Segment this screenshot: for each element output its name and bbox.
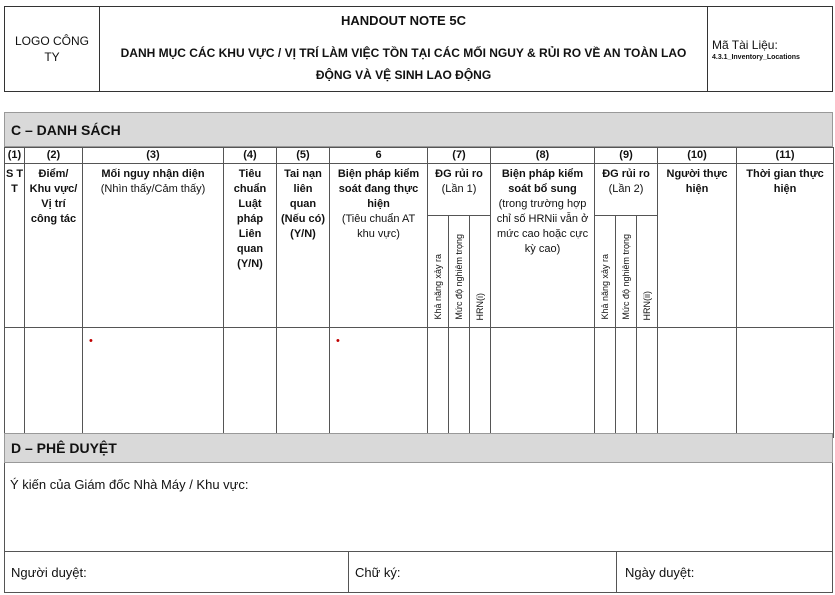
col-hazard-title: Mối nguy nhận diện (101, 168, 205, 180)
severity-label: Mức độ nghiêm trọng (454, 234, 464, 320)
table-row (5, 328, 834, 438)
col-num: (9) (595, 148, 658, 164)
col-risk-1-title: ĐG rủi ro (435, 168, 483, 180)
document-code-block (707, 7, 832, 91)
col-hazard-sub: (Nhìn thấy/Cảm thấy) (100, 183, 206, 195)
column-number-row (5, 148, 834, 164)
cell-location[interactable] (25, 328, 83, 438)
col-likelihood-1 (428, 216, 449, 328)
handout-title: HANDOUT NOTE 5C (341, 12, 466, 28)
col-num: (1) (5, 148, 25, 164)
signature-field[interactable] (349, 552, 617, 592)
section-c-header: C – DANH SÁCH (4, 112, 833, 147)
col-num: (11) (737, 148, 834, 164)
document-code: 4.3.1_Inventory_Locations (712, 53, 800, 61)
cell-severity-1[interactable] (449, 328, 470, 438)
col-extra-control-sub: (trong trường hợp chỉ số HRNii vẫn ở mức cao hoặc cực kỳ cao) (496, 198, 589, 255)
cell-severity-2[interactable] (616, 328, 637, 438)
col-responsible: Người thực hiện (658, 164, 737, 328)
cell-extra-control[interactable] (491, 328, 595, 438)
section-d-header: D – PHÊ DUYỆT (4, 433, 833, 463)
cell-hazard[interactable]: • (83, 328, 224, 438)
col-num: (5) (277, 148, 330, 164)
company-logo-placeholder: LOGO CÔNG TY (5, 7, 100, 91)
cell-control[interactable]: • (330, 328, 428, 438)
col-num: (4) (224, 148, 277, 164)
col-control (330, 164, 428, 328)
col-num: (10) (658, 148, 737, 164)
cell-responsible[interactable] (658, 328, 737, 438)
col-num: (3) (83, 148, 224, 164)
cell-likelihood-1[interactable] (428, 328, 449, 438)
col-num: (7) (428, 148, 491, 164)
cell-stt[interactable] (5, 328, 25, 438)
col-location: Điểm/ Khu vực/ Vị trí công tác (25, 164, 83, 328)
cell-deadline[interactable] (737, 328, 834, 438)
col-deadline: Thời gian thực hiện (737, 164, 834, 328)
hrn-2-label: HRN(ii) (642, 290, 653, 320)
col-risk-2-title: ĐG rủi ro (602, 168, 650, 180)
col-severity-2 (616, 216, 637, 328)
col-stt: S T T (5, 164, 25, 328)
likelihood-label: Khả năng xảy ra (433, 254, 443, 320)
col-control-title: Biện pháp kiểm soát đang thực hiện (337, 168, 420, 210)
col-risk-1-sub: (Lần 1) (441, 183, 477, 195)
cell-likelihood-2[interactable] (595, 328, 616, 438)
document-title-block (100, 7, 708, 91)
column-header-row (5, 164, 834, 216)
document-header (4, 6, 833, 92)
cell-hrn-1[interactable] (470, 328, 491, 438)
likelihood-label: Khả năng xảy ra (600, 254, 611, 320)
manager-opinion-label: Ý kiến của Giám đốc Nhà Máy / Khu vực: (10, 477, 249, 492)
col-accident: Tai nạn liên quan (Nếu có) (Y/N) (277, 164, 330, 328)
approval-date-label: Ngày duyệt: (625, 564, 695, 580)
col-extra-control-title: Biện pháp kiểm soát bổ sung (501, 168, 584, 195)
col-standard: Tiêu chuẩn Luật pháp Liên quan (Y/N) (224, 164, 277, 328)
col-risk-1 (428, 164, 491, 216)
severity-label: Mức độ nghiêm trọng (621, 234, 632, 320)
signature-label: Chữ ký: (355, 564, 401, 580)
hazard-list-table (4, 147, 834, 438)
approver-field[interactable] (5, 552, 349, 592)
col-num: (8) (491, 148, 595, 164)
col-num: 6 (330, 148, 428, 164)
hrn-1-label: HRN(i) (475, 292, 485, 320)
col-control-sub: (Tiêu chuẩn AT khu vực) (341, 213, 416, 240)
document-subtitle: DANH MỤC CÁC KHU VỰC / VỊ TRÍ LÀM VIỆC TỒN TẠI CÁC MỐI NGUY & RỦI RO VỀ AN TOÀN LAO ĐỘNG VÀ VỆ SINH LAO ĐỘNG (120, 45, 687, 82)
col-likelihood-2 (595, 216, 616, 328)
col-hrn-1 (470, 216, 491, 328)
cell-standard[interactable] (224, 328, 277, 438)
col-hazard (83, 164, 224, 328)
col-num: (2) (25, 148, 83, 164)
col-risk-2-sub: (Lần 2) (608, 183, 644, 195)
col-risk-2 (595, 164, 658, 216)
signature-row (4, 551, 833, 593)
cell-hrn-2[interactable] (637, 328, 658, 438)
document-code-label: Mã Tài Liệu: (712, 37, 778, 52)
approval-date-field[interactable] (617, 552, 832, 592)
col-hrn-2 (637, 216, 658, 328)
col-severity-1 (449, 216, 470, 328)
cell-accident[interactable] (277, 328, 330, 438)
approver-label: Người duyệt: (11, 564, 87, 580)
col-extra-control (491, 164, 595, 328)
